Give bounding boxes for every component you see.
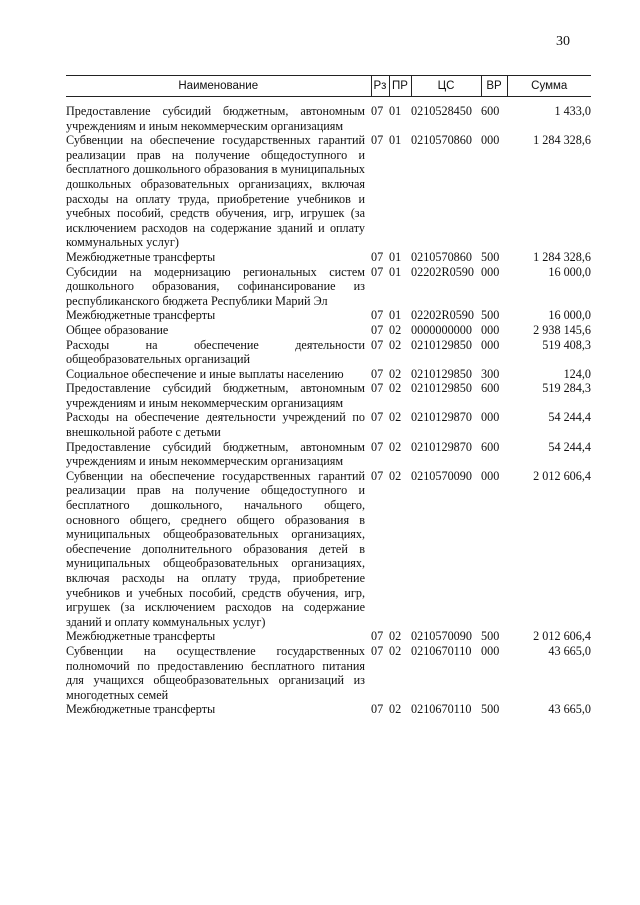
cell-sum: 2 012 606,4	[533, 629, 591, 644]
cell-sum: 1 433,0	[554, 104, 591, 118]
cell-pr: 02	[389, 337, 402, 352]
cell-name: Предоставление субсидий бюджетным, автономным учреждениям и иным некоммерческим организациям	[66, 439, 365, 469]
cell-vr: 000	[481, 264, 500, 279]
budget-table-container	[66, 75, 591, 717]
page-number: 30	[556, 34, 570, 49]
cell-pr: 02	[389, 643, 402, 658]
cell-rz: 07	[371, 337, 384, 352]
cell-rz: 07	[371, 133, 384, 148]
cell-sum: 2 938 145,6	[533, 322, 591, 337]
cell-sum: 54 244,4	[548, 410, 591, 425]
cell-vr: 500	[481, 308, 500, 323]
cell-sum: 16 000,0	[548, 264, 591, 279]
cell-pr: 02	[389, 468, 402, 483]
header-sum: Сумма	[507, 76, 591, 97]
cell-name: Общее образование	[66, 322, 169, 337]
cell-cs: 0210670110	[411, 702, 472, 717]
cell-vr: 000	[481, 337, 500, 352]
cell-sum: 1 284 328,6	[533, 249, 591, 264]
cell-rz: 07	[371, 468, 384, 483]
table-row	[66, 308, 591, 323]
cell-vr: 500	[481, 702, 500, 717]
cell-cs: 0210528450	[411, 104, 472, 118]
cell-name: Предоставление субсидий бюджетным, автономным учреждениям и иным некоммерческим организациям	[66, 381, 365, 410]
table-row	[66, 97, 591, 134]
cell-rz: 07	[371, 381, 384, 396]
cell-pr: 01	[389, 104, 402, 118]
cell-name: Межбюджетные трансферты	[66, 249, 216, 264]
cell-rz: 07	[371, 629, 384, 644]
cell-name: Расходы на обеспечение деятельности общеобразовательных организаций	[66, 337, 365, 367]
cell-cs: 0210670110	[411, 643, 472, 658]
cell-rz: 07	[371, 643, 384, 658]
table-header	[66, 76, 591, 97]
cell-name: Предоставление субсидий бюджетным, автономным учреждениям и иным некоммерческим организациям	[66, 104, 365, 133]
cell-vr: 000	[481, 468, 500, 483]
header-name: Наименование	[66, 76, 371, 97]
cell-vr: 300	[481, 366, 500, 381]
table-row	[66, 469, 591, 630]
table-row	[66, 250, 591, 265]
cell-sum: 519 284,3	[542, 381, 591, 396]
cell-pr: 02	[389, 410, 402, 425]
cell-pr: 01	[389, 249, 402, 264]
cell-cs: 02202R0590	[411, 308, 474, 323]
table-row	[66, 338, 591, 367]
table-row	[66, 410, 591, 439]
cell-vr: 000	[481, 410, 500, 425]
cell-sum: 2 012 606,4	[533, 468, 591, 483]
table-row	[66, 323, 591, 338]
cell-cs: 0210570860	[411, 133, 472, 148]
cell-rz: 07	[371, 366, 384, 381]
header-rz: Рз	[371, 76, 389, 97]
table-row	[66, 644, 591, 702]
cell-name: Межбюджетные трансферты	[66, 702, 216, 717]
cell-name: Межбюджетные трансферты	[66, 629, 216, 644]
cell-pr: 01	[389, 264, 402, 279]
table-row	[66, 381, 591, 410]
cell-rz: 07	[371, 264, 384, 279]
cell-name: Субсидии на модернизацию региональных систем дошкольного образования, софинансирование из республиканского бюджета Республики Марий Эл	[66, 264, 365, 308]
cell-pr: 01	[389, 308, 402, 323]
cell-cs: 0210129870	[411, 410, 472, 425]
cell-pr: 02	[389, 366, 402, 381]
cell-vr: 500	[481, 629, 500, 644]
budget-table	[66, 75, 591, 717]
table-row	[66, 367, 591, 382]
header-cs: ЦС	[411, 76, 481, 97]
cell-vr: 500	[481, 249, 500, 264]
cell-name: Межбюджетные трансферты	[66, 308, 216, 323]
header-pr: ПР	[389, 76, 411, 97]
cell-sum: 54 244,4	[548, 439, 591, 454]
cell-cs: 0210129850	[411, 337, 472, 352]
cell-name: Расходы на обеспечение деятельности учреждений по внешкольной работе с детьми	[66, 410, 365, 440]
cell-sum: 1 284 328,6	[533, 133, 591, 148]
cell-cs: 0210570090	[411, 629, 472, 644]
cell-pr: 02	[389, 322, 402, 337]
cell-pr: 02	[389, 629, 402, 644]
cell-cs: 0210570090	[411, 468, 472, 483]
cell-sum: 519 408,3	[542, 337, 591, 352]
cell-name: Субвенции на обеспечение государственных гарантий реализации прав на получение общедоступного и бесплатного дошкольного, начального общего, основного общего, среднего общего образования в муниципальных общеобразовательных организациях, обеспечение дополнительного образования детей в муниципальных общеобразовательных организациях, включая расходы на оплату труда, приобретение учебников и учебных пособий, средств обучения, игр, игрушек (за исключением расходов на содержание зданий и оплату коммунальных услуг)	[66, 468, 365, 629]
cell-vr: 600	[481, 381, 500, 396]
table-row	[66, 265, 591, 309]
cell-cs: 0210129850	[411, 366, 472, 381]
cell-rz: 07	[371, 249, 384, 264]
cell-vr: 600	[481, 104, 500, 118]
table-row	[66, 440, 591, 469]
cell-cs: 0000000000	[411, 322, 472, 337]
cell-name: Субвенции на осуществление государственных полномочий по предоставлению бесплатного питания для учащихся общеобразовательных организаций из многодетных семей	[66, 643, 365, 702]
cell-name: Социальное обеспечение и иные выплаты населению	[66, 366, 344, 381]
cell-rz: 07	[371, 322, 384, 337]
cell-sum: 43 665,0	[548, 702, 591, 717]
table-body	[66, 97, 591, 717]
cell-vr: 600	[481, 439, 500, 454]
cell-cs: 0210570860	[411, 249, 472, 264]
cell-sum: 43 665,0	[548, 643, 591, 658]
cell-pr: 01	[389, 133, 402, 148]
cell-pr: 02	[389, 439, 402, 454]
cell-vr: 000	[481, 643, 500, 658]
header-vr: ВР	[481, 76, 507, 97]
cell-rz: 07	[371, 439, 384, 454]
table-row	[66, 702, 591, 717]
table-row	[66, 133, 591, 250]
cell-cs: 02202R0590	[411, 264, 474, 279]
cell-pr: 02	[389, 702, 402, 717]
cell-rz: 07	[371, 702, 384, 717]
cell-name: Субвенции на обеспечение государственных гарантий реализации прав на получение общедоступного и бесплатного дошкольного образования в муниципальных дошкольных образовательных организациях, включая расходы на оплату труда, приобретение учебников и учебных пособий, средств обучения, игр, игрушек (за исключением расходов на содержание зданий и оплату коммунальных услуг)	[66, 133, 365, 250]
cell-sum: 16 000,0	[548, 308, 591, 323]
cell-pr: 02	[389, 381, 402, 396]
cell-cs: 0210129850	[411, 381, 472, 396]
cell-rz: 07	[371, 410, 384, 425]
cell-sum: 124,0	[563, 366, 591, 381]
cell-vr: 000	[481, 322, 500, 337]
cell-vr: 000	[481, 133, 500, 148]
cell-rz: 07	[371, 308, 384, 323]
table-row	[66, 629, 591, 644]
cell-rz: 07	[371, 104, 384, 118]
cell-cs: 0210129870	[411, 439, 472, 454]
